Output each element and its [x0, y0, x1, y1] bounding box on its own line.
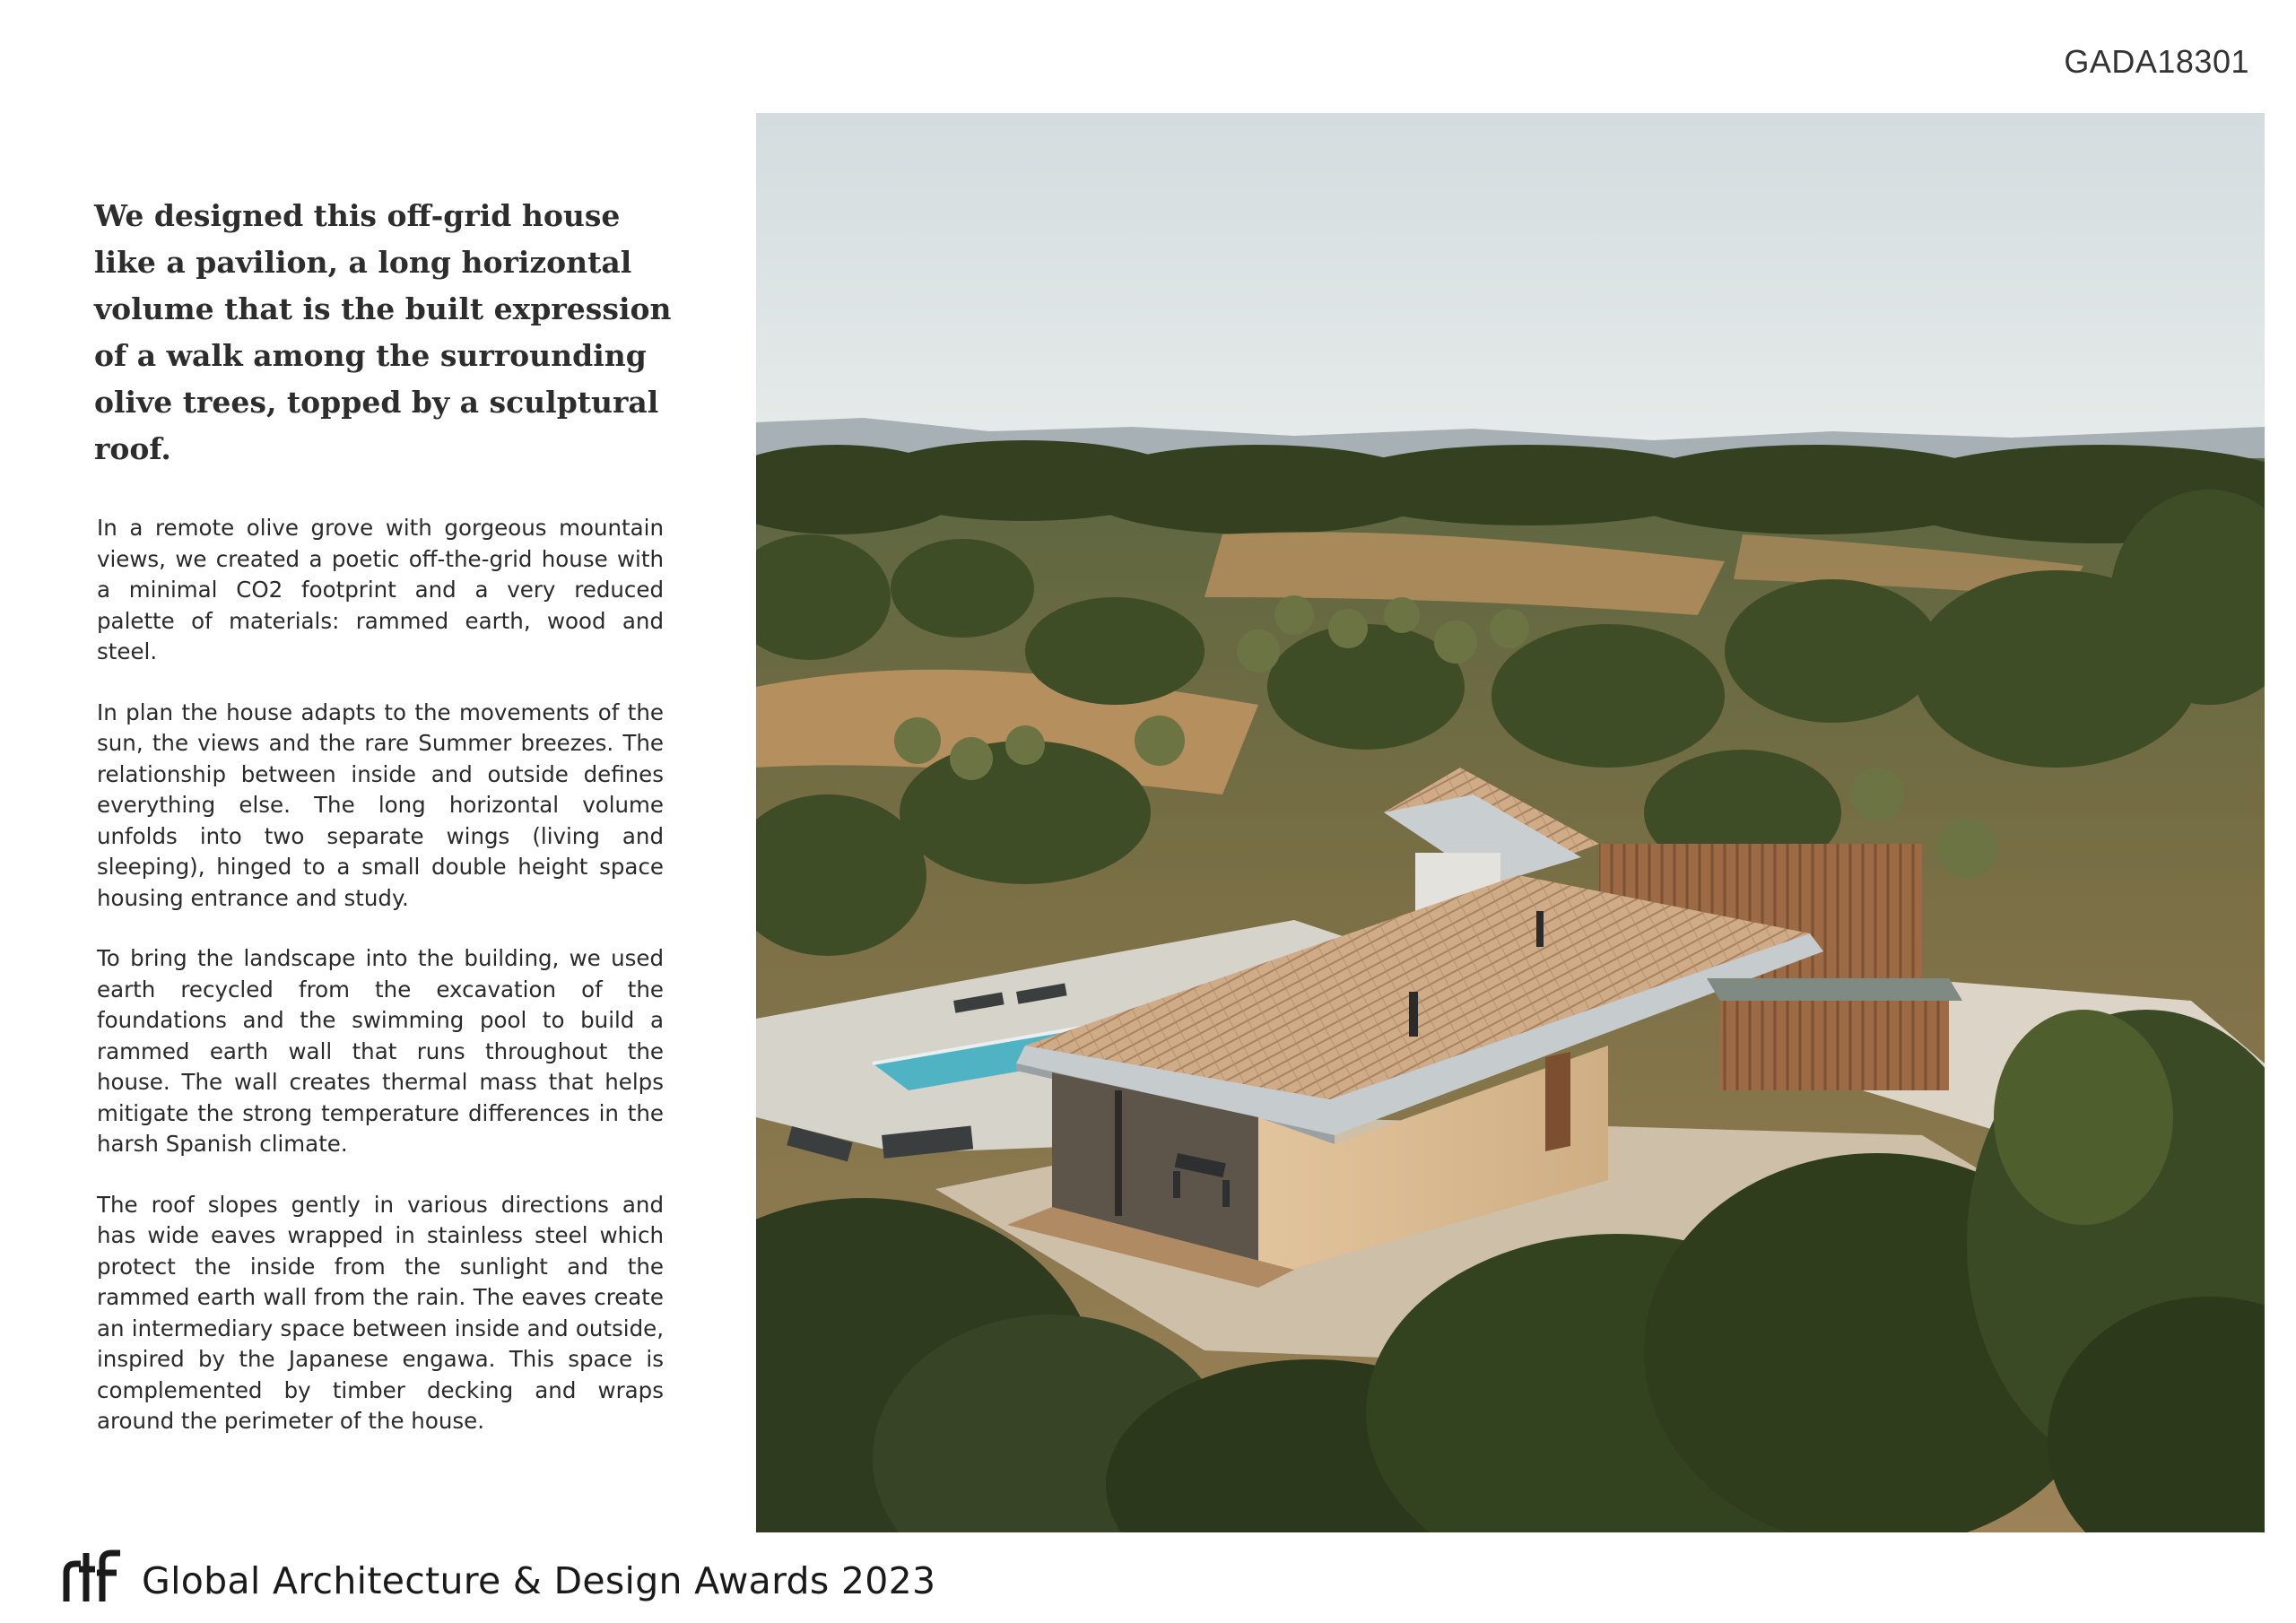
paragraph: In a remote olive grove with gorgeous mountain views, we created a poetic off-the-grid house with a minimal CO2 footprint and a very reduced palette of materials: rammed earth, wood and steel.: [97, 515, 664, 664]
footer-title: Global Architecture & Design Awards 2023: [142, 1559, 936, 1602]
paragraph: To bring the landscape into the building, we used earth recycled from the excavation of the foundations and the swimming pool to build a rammed earth wall that runs throughout the house. The wall creates thermal mass that helps mitigate the strong temperature differences in the harsh Spanish climate.: [97, 945, 664, 1157]
footer: [61, 1544, 935, 1607]
right-flat-roof: [1707, 978, 1962, 1001]
right-timber-screen: [1720, 1001, 1949, 1090]
headline: We designed this off-grid house like a pavilion, a long horizontal volume that is the built expression of a walk among the surrounding olive trees, topped by a sculptural roof.: [94, 198, 672, 466]
paragraph: The roof slopes gently in various directions and has wide eaves wrapped in stainless steel which protect the inside from the sunlight and the rammed earth wall from the rain. The eaves create an intermediary space between inside and outside, inspired by the Japanese engawa. This space is complemented by timber decking and wraps around the perimeter of the house.: [97, 1191, 664, 1434]
house-aerial-photo: [756, 113, 2265, 1532]
rtf-logo-icon: [61, 1546, 126, 1605]
chimney: [1536, 911, 1544, 947]
timber-door: [1545, 1052, 1570, 1151]
porch-column: [1115, 1090, 1122, 1216]
document-code: GADA18301: [2064, 43, 2249, 80]
sky: [756, 113, 2265, 454]
paragraph: In plan the house adapts to the movements of the sun, the views and the rare Summer breezes. The relationship between inside and outside defines everything else. The long horizontal volume unfolds into two separate wings (living and sleeping), hinged to a small double height space housing entrance and study.: [97, 699, 664, 911]
body-text: [97, 513, 664, 1467]
chimney: [1409, 992, 1418, 1037]
